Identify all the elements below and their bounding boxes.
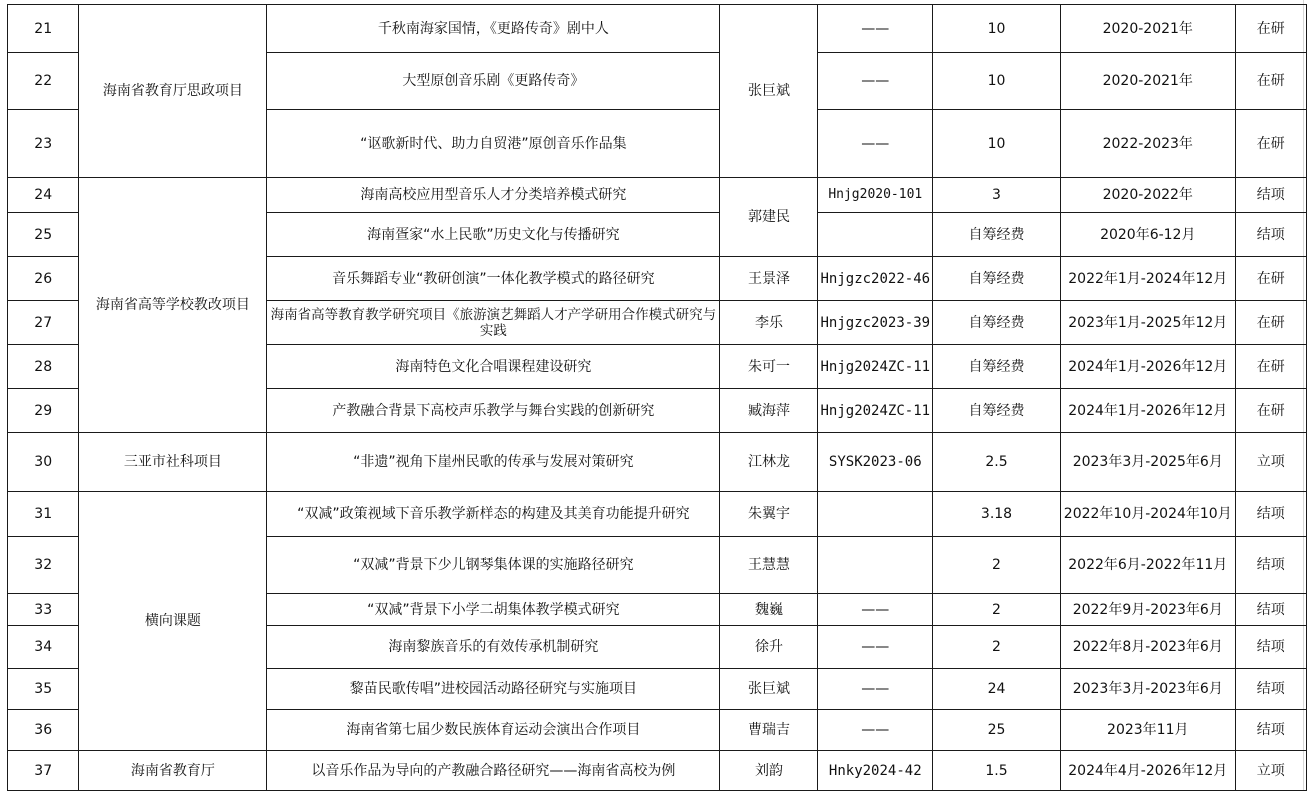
project-title: “双减”政策视域下音乐教学新样态的构建及其美育功能提升研究 — [267, 492, 720, 537]
table-row[interactable] — [8, 492, 1307, 537]
project-code: Hnjgzc2023-39 — [818, 301, 933, 345]
project-funds: 10 — [933, 5, 1061, 53]
project-code: Hnjgzc2022-46 — [818, 257, 933, 301]
project-status: 在研 — [1235, 301, 1306, 345]
row-number: 37 — [8, 751, 79, 791]
project-period: 2020-2022年 — [1060, 178, 1235, 213]
project-category: 海南省教育厅思政项目 — [79, 5, 267, 178]
project-code — [818, 492, 933, 537]
row-number: 22 — [8, 53, 79, 110]
project-period: 2020-2021年 — [1060, 5, 1235, 53]
project-funds: 自筹经费 — [933, 257, 1061, 301]
project-title: 海南省高等教育教学研究项目《旅游演艺舞蹈人才产学研用合作模式研究与实践 — [267, 301, 720, 345]
project-leader: 朱翼宇 — [720, 492, 818, 537]
project-period: 2020-2021年 — [1060, 53, 1235, 110]
project-leader: 王慧慧 — [720, 537, 818, 594]
project-category: 海南省高等学校教改项目 — [79, 178, 267, 433]
project-code: —— — [818, 710, 933, 751]
project-code: —— — [818, 5, 933, 53]
project-funds: 自筹经费 — [933, 345, 1061, 389]
project-code: —— — [818, 53, 933, 110]
row-number: 30 — [8, 433, 79, 492]
project-status: 立项 — [1235, 751, 1306, 791]
project-funds: 2 — [933, 537, 1061, 594]
project-period: 2022年10月-2024年10月 — [1060, 492, 1235, 537]
project-status: 结项 — [1235, 594, 1306, 626]
project-title: 海南高校应用型音乐人才分类培养模式研究 — [267, 178, 720, 213]
project-period: 2024年1月-2026年12月 — [1060, 389, 1235, 433]
project-title: “双减”背景下少儿钢琴集体课的实施路径研究 — [267, 537, 720, 594]
project-status: 结项 — [1235, 492, 1306, 537]
project-period: 2023年11月 — [1060, 710, 1235, 751]
project-period: 2022年9月-2023年6月 — [1060, 594, 1235, 626]
project-code — [818, 537, 933, 594]
project-funds: 25 — [933, 710, 1061, 751]
project-title: “双减”背景下小学二胡集体教学模式研究 — [267, 594, 720, 626]
project-funds: 自筹经费 — [933, 213, 1061, 257]
project-funds: 10 — [933, 110, 1061, 178]
project-status: 在研 — [1235, 53, 1306, 110]
row-number: 24 — [8, 178, 79, 213]
research-projects-table — [7, 4, 1307, 791]
row-number: 29 — [8, 389, 79, 433]
project-leader: 郭建民 — [720, 178, 818, 257]
project-funds: 10 — [933, 53, 1061, 110]
project-status: 结项 — [1235, 710, 1306, 751]
project-status: 结项 — [1235, 537, 1306, 594]
project-period: 2022年8月-2023年6月 — [1060, 626, 1235, 669]
project-funds: 自筹经费 — [933, 301, 1061, 345]
project-status: 结项 — [1235, 626, 1306, 669]
project-status: 在研 — [1235, 5, 1306, 53]
project-funds: 24 — [933, 669, 1061, 710]
row-number: 27 — [8, 301, 79, 345]
project-leader: 曹瑞吉 — [720, 710, 818, 751]
project-period: 2022-2023年 — [1060, 110, 1235, 178]
project-code: Hnjg2024ZC-11 — [818, 389, 933, 433]
project-funds: 3 — [933, 178, 1061, 213]
project-status: 在研 — [1235, 257, 1306, 301]
project-period: 2023年3月-2023年6月 — [1060, 669, 1235, 710]
project-title: 海南省第七届少数民族体育运动会演出合作项目 — [267, 710, 720, 751]
row-number: 31 — [8, 492, 79, 537]
project-status: 结项 — [1235, 178, 1306, 213]
project-period: 2022年1月-2024年12月 — [1060, 257, 1235, 301]
project-period: 2023年1月-2025年12月 — [1060, 301, 1235, 345]
project-period: 2020年6-12月 — [1060, 213, 1235, 257]
project-code: —— — [818, 626, 933, 669]
project-title: 千秋南海家国情，《更路传奇》剧中人 — [267, 5, 720, 53]
row-number: 26 — [8, 257, 79, 301]
project-funds: 自筹经费 — [933, 389, 1061, 433]
project-code: —— — [818, 594, 933, 626]
project-code: Hnky2024-42 — [818, 751, 933, 791]
project-code: —— — [818, 669, 933, 710]
project-title: 海南黎族音乐的有效传承机制研究 — [267, 626, 720, 669]
project-title: “讴歌新时代、助力自贸港”原创音乐作品集 — [267, 110, 720, 178]
row-number: 36 — [8, 710, 79, 751]
project-title: “非遗”视角下崖州民歌的传承与发展对策研究 — [267, 433, 720, 492]
project-code: —— — [818, 110, 933, 178]
project-title: 产教融合背景下高校声乐教学与舞台实践的创新研究 — [267, 389, 720, 433]
row-number: 21 — [8, 5, 79, 53]
project-status: 立项 — [1235, 433, 1306, 492]
table-row[interactable] — [8, 5, 1307, 53]
project-category: 横向课题 — [79, 492, 267, 751]
table-row[interactable] — [8, 433, 1307, 492]
project-category: 海南省教育厅 — [79, 751, 267, 791]
table-row[interactable] — [8, 178, 1307, 213]
project-leader: 王景泽 — [720, 257, 818, 301]
project-funds: 3.18 — [933, 492, 1061, 537]
project-period: 2023年3月-2025年6月 — [1060, 433, 1235, 492]
project-status: 结项 — [1235, 213, 1306, 257]
project-title: 黎苗民歌传唱”进校园活动路径研究与实施项目 — [267, 669, 720, 710]
row-number: 32 — [8, 537, 79, 594]
project-status: 在研 — [1235, 110, 1306, 178]
project-leader: 张巨斌 — [720, 5, 818, 178]
row-number: 28 — [8, 345, 79, 389]
project-funds: 2 — [933, 626, 1061, 669]
project-leader: 李乐 — [720, 301, 818, 345]
row-number: 23 — [8, 110, 79, 178]
project-period: 2024年1月-2026年12月 — [1060, 345, 1235, 389]
project-leader: 江林龙 — [720, 433, 818, 492]
project-status: 在研 — [1235, 345, 1306, 389]
project-leader: 刘韵 — [720, 751, 818, 791]
project-title: 音乐舞蹈专业“教研创演”一体化教学模式的路径研究 — [267, 257, 720, 301]
project-period: 2022年6月-2022年11月 — [1060, 537, 1235, 594]
project-status: 结项 — [1235, 669, 1306, 710]
project-leader: 臧海萍 — [720, 389, 818, 433]
row-number: 25 — [8, 213, 79, 257]
project-category: 三亚市社科项目 — [79, 433, 267, 492]
project-code: Hnjg2024ZC-11 — [818, 345, 933, 389]
project-code: SYSK2023-06 — [818, 433, 933, 492]
project-funds: 1.5 — [933, 751, 1061, 791]
project-funds: 2.5 — [933, 433, 1061, 492]
project-leader: 魏巍 — [720, 594, 818, 626]
project-title: 海南特色文化合唱课程建设研究 — [267, 345, 720, 389]
table-row[interactable] — [8, 751, 1307, 791]
project-funds: 2 — [933, 594, 1061, 626]
project-leader: 徐升 — [720, 626, 818, 669]
project-title: 以音乐作品为导向的产教融合路径研究——海南省高校为例 — [267, 751, 720, 791]
row-number: 33 — [8, 594, 79, 626]
project-leader: 张巨斌 — [720, 669, 818, 710]
project-period: 2024年4月-2026年12月 — [1060, 751, 1235, 791]
project-title: 海南疍家“水上民歌”历史文化与传播研究 — [267, 213, 720, 257]
project-leader: 朱可一 — [720, 345, 818, 389]
row-number: 35 — [8, 669, 79, 710]
project-code — [818, 213, 933, 257]
project-status: 在研 — [1235, 389, 1306, 433]
row-number: 34 — [8, 626, 79, 669]
project-code: Hnjg2020-101 — [818, 178, 933, 213]
project-title: 大型原创音乐剧《更路传奇》 — [267, 53, 720, 110]
